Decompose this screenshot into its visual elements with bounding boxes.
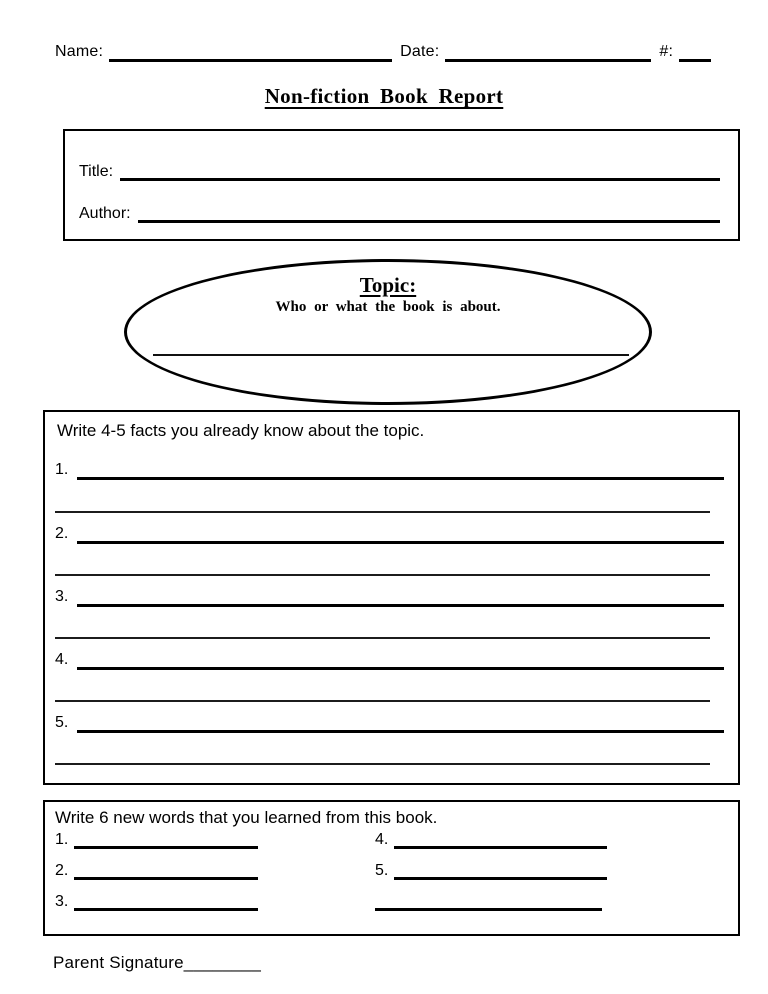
word-row-3 xyxy=(55,889,258,911)
word-number-2: 2. xyxy=(55,862,69,879)
book-author-label: Author: xyxy=(79,205,131,222)
word-number-5: 5. xyxy=(375,862,389,879)
word-row-1 xyxy=(55,827,258,849)
word-2-field-line[interactable] xyxy=(74,860,258,880)
fact-number-3: 3. xyxy=(55,588,69,605)
book-author-field-line[interactable] xyxy=(138,203,720,223)
facts-prompt: Write 4-5 facts you already know about the topic. xyxy=(57,421,425,440)
fact-row-2 xyxy=(55,520,724,544)
topic-ellipse xyxy=(124,259,652,405)
fact-row-5 xyxy=(55,709,724,733)
name-label: Name: xyxy=(55,43,104,60)
fact-5-continuation-line[interactable] xyxy=(55,763,710,765)
page-title: Non-fiction Book Report xyxy=(264,84,504,108)
word-number-4: 4. xyxy=(375,831,389,848)
topic-subtitle: Who or what the book is about. xyxy=(275,299,501,315)
fact-2-field-line[interactable] xyxy=(77,522,724,544)
fact-2-continuation-line[interactable] xyxy=(55,574,710,576)
fact-number-2: 2. xyxy=(55,525,69,542)
name-field-line[interactable] xyxy=(109,42,392,62)
book-title-label: Title: xyxy=(79,163,114,180)
book-info-box xyxy=(63,129,740,241)
parent-signature-label[interactable]: Parent Signature________ xyxy=(53,953,262,972)
fact-1-continuation-line[interactable] xyxy=(55,511,710,513)
word-row-5 xyxy=(375,858,607,880)
fact-5-field-line[interactable] xyxy=(77,711,724,733)
book-title-row xyxy=(79,155,720,181)
book-title-field-line[interactable] xyxy=(120,161,720,181)
student-number-field-line[interactable] xyxy=(679,42,711,62)
fact-number-5: 5. xyxy=(55,714,69,731)
student-number-label: #: xyxy=(659,43,674,60)
fact-3-field-line[interactable] xyxy=(77,585,724,607)
fact-1-field-line[interactable] xyxy=(77,458,724,480)
word-5-field-line[interactable] xyxy=(394,860,607,880)
fact-number-4: 4. xyxy=(55,651,69,668)
fact-3-continuation-line[interactable] xyxy=(55,637,710,639)
book-author-row xyxy=(79,197,720,223)
facts-box xyxy=(43,410,740,785)
word-row-4 xyxy=(375,827,607,849)
new-words-box xyxy=(43,800,740,936)
word-row-6 xyxy=(375,889,602,911)
fact-number-1: 1. xyxy=(55,461,69,478)
fact-row-3 xyxy=(55,583,724,607)
word-4-field-line[interactable] xyxy=(394,829,607,849)
word-row-2 xyxy=(55,858,258,880)
new-words-prompt: Write 6 new words that you learned from this book. xyxy=(55,808,438,827)
fact-row-4 xyxy=(55,646,724,670)
word-1-field-line[interactable] xyxy=(74,829,258,849)
word-6-field-line[interactable] xyxy=(375,891,602,911)
topic-heading: Topic: xyxy=(359,273,417,297)
fact-row-1 xyxy=(55,456,724,480)
word-number-3: 3. xyxy=(55,893,69,910)
fact-4-field-line[interactable] xyxy=(77,648,724,670)
topic-field-line[interactable] xyxy=(153,354,629,356)
word-3-field-line[interactable] xyxy=(74,891,258,911)
date-field-line[interactable] xyxy=(445,42,651,62)
date-label: Date: xyxy=(400,43,440,60)
word-number-1: 1. xyxy=(55,831,69,848)
header-row xyxy=(55,42,715,62)
fact-4-continuation-line[interactable] xyxy=(55,700,710,702)
